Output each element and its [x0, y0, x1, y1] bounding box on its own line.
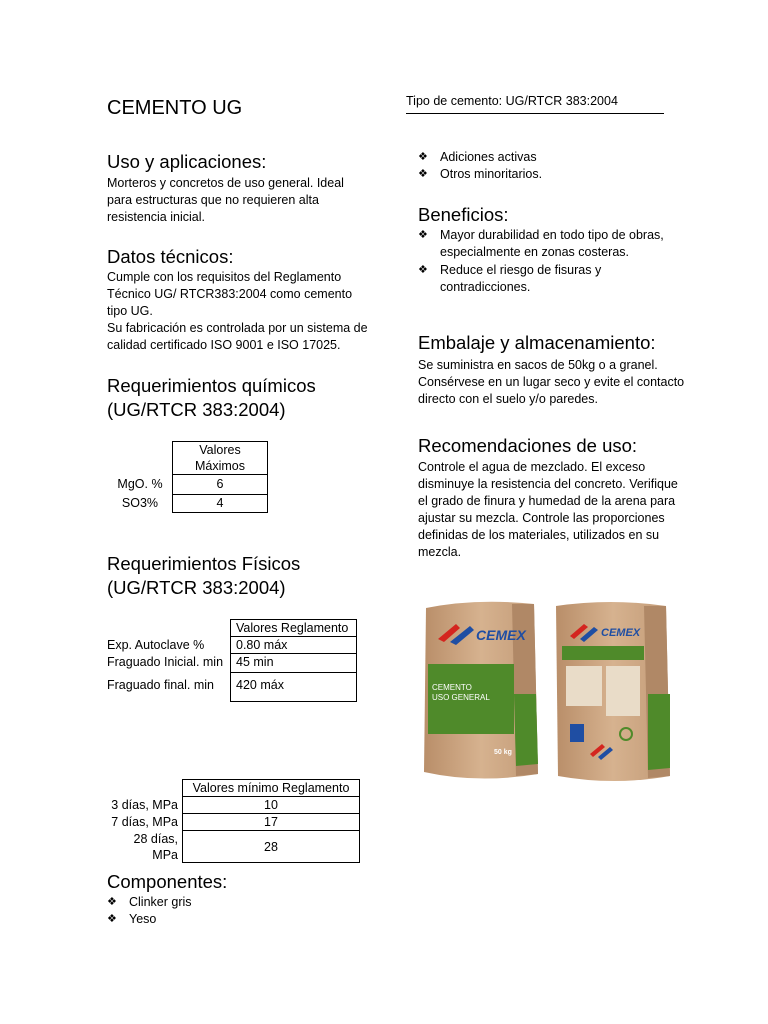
datos-heading: Datos técnicos: — [107, 246, 234, 267]
row-value: 17 — [183, 814, 360, 831]
bag-weight: 50 kg — [494, 749, 512, 756]
quimicos-table — [108, 441, 268, 513]
table-row — [107, 797, 360, 814]
row-label: SO3% — [121, 496, 159, 510]
row-value: 6 — [173, 475, 268, 495]
row-label: 3 días, MPa — [111, 798, 178, 812]
back-bag — [556, 602, 670, 781]
row-label: 28 días, MPa — [133, 831, 178, 862]
front-bag — [424, 602, 538, 779]
table-row — [107, 814, 360, 831]
row-label: Fraguado final. min — [107, 677, 215, 692]
recomendaciones-line: ajustar su mezcla. Controle las proporciones — [418, 511, 665, 525]
beneficio-line: Reduce el riesgo de fisuras y — [440, 263, 602, 277]
table-row — [108, 442, 268, 475]
table-row — [107, 673, 357, 702]
table-row — [108, 495, 268, 513]
fisicos-heading-line: (UG/RTCR 383:2004) — [107, 577, 286, 598]
embalaje-text — [418, 357, 684, 408]
embalaje-heading: Embalaje y almacenamiento: — [418, 332, 656, 353]
row-value: 10 — [183, 797, 360, 814]
recomendaciones-line: Controle el agua de mezclado. El exceso — [418, 460, 646, 474]
quimicos-heading — [107, 374, 316, 422]
bag-product-line-1: CEMENTO — [432, 683, 472, 692]
uso-text — [107, 175, 344, 226]
componentes-heading: Componentes: — [107, 871, 228, 892]
beneficio-line: especialmente en zonas costeras. — [440, 245, 629, 259]
row-value: 0.80 máx — [231, 637, 357, 654]
row-value: 4 — [173, 495, 268, 513]
recomendaciones-line: el grado de finura y humedad de la arena para — [418, 494, 676, 508]
fisicos-heading-line: Requerimientos Físicos — [107, 553, 301, 574]
uso-line: para estructuras que no requieren alta — [107, 193, 319, 207]
cement-bags-image — [416, 594, 678, 788]
resistencia-col-header: Valores mínimo Reglamento — [183, 780, 360, 797]
diamond-bullet-icon: ❖ — [107, 913, 117, 925]
row-label: MgO. % — [117, 477, 163, 491]
datos-line: Su fabricación es controlada por un sistema de — [107, 321, 368, 335]
row-label: Exp. Autoclave % — [107, 638, 205, 652]
table-row — [107, 780, 360, 797]
datos-line: calidad certificado ISO 9001 e ISO 17025. — [107, 338, 341, 352]
table-row — [108, 475, 268, 495]
diamond-bullet-icon: ❖ — [107, 896, 117, 908]
diamond-bullet-icon: ❖ — [418, 151, 428, 163]
datos-line: Técnico UG/ RTCR383:2004 como cemento — [107, 287, 353, 301]
recomendaciones-line: disminuye la resistencia del concreto. Verifique — [418, 477, 678, 491]
quimicos-heading-line: (UG/RTCR 383:2004) — [107, 399, 286, 420]
uso-line: resistencia inicial. — [107, 210, 205, 224]
quimicos-col-header: Valores Máximos — [173, 442, 268, 475]
row-value: 45 min — [231, 654, 357, 673]
cement-type-line: Tipo de cemento: UG/RTCR 383:2004 — [406, 93, 664, 114]
document-title: CEMENTO UG — [107, 97, 243, 119]
datos-line: Cumple con los requisitos del Reglamento — [107, 270, 342, 284]
bag-brand-text: CEMEX — [601, 627, 641, 639]
row-label: Fraguado Inicial. min — [107, 654, 224, 669]
embalaje-line: Se suministra en sacos de 50kg o a granel. — [418, 358, 658, 372]
table-row — [107, 620, 357, 637]
beneficios-heading: Beneficios: — [418, 204, 509, 225]
table-row — [107, 637, 357, 654]
table-row — [107, 654, 357, 673]
recomendaciones-text — [418, 459, 678, 561]
uso-heading: Uso y aplicaciones: — [107, 151, 267, 172]
beneficio-line: contradicciones. — [440, 280, 531, 294]
embalaje-line: directo con el suelo y/o paredes. — [418, 392, 598, 406]
datos-line: tipo UG. — [107, 304, 153, 318]
fisicos-heading — [107, 552, 300, 600]
recomendaciones-heading: Recomendaciones de uso: — [418, 435, 638, 456]
diamond-bullet-icon: ❖ — [418, 168, 428, 180]
table-row — [107, 831, 360, 863]
quimicos-heading-line: Requerimientos químicos — [107, 375, 316, 396]
diamond-bullet-icon: ❖ — [418, 264, 428, 276]
row-value: 28 — [183, 831, 360, 863]
diamond-bullet-icon: ❖ — [418, 229, 428, 241]
fisicos-col-header: Valores Reglamento — [231, 620, 357, 637]
embalaje-line: Consérvese en un lugar seco y evite el contacto — [418, 375, 685, 389]
bag-product-line-2: USO GENERAL — [432, 693, 490, 702]
bag-brand-text: CEMEX — [476, 627, 526, 643]
uso-line: Morteros y concretos de uso general. Ideal — [107, 176, 344, 190]
recomendaciones-line: mezcla. — [418, 545, 462, 559]
beneficio-line: Mayor durabilidad en todo tipo de obras, — [440, 228, 664, 242]
fisicos-table — [107, 619, 357, 702]
recomendaciones-line: definidas de los materiales, utilizados en su — [418, 528, 660, 542]
datos-text — [107, 269, 368, 354]
resistencia-table — [107, 779, 360, 863]
row-label: 7 días, MPa — [111, 815, 178, 829]
row-value: 420 máx — [231, 673, 357, 702]
